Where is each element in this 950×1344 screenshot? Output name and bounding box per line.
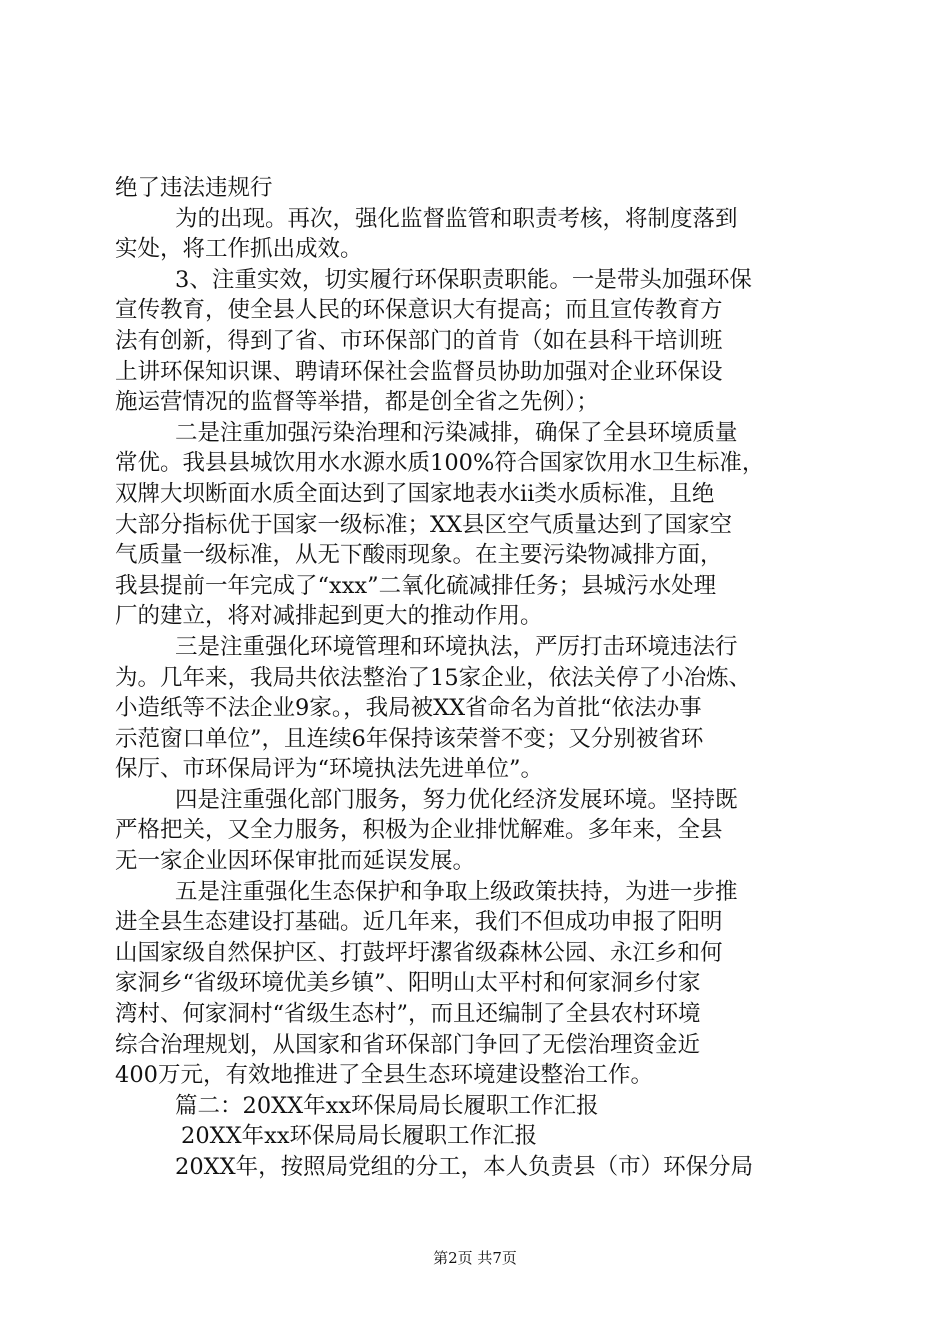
text-line: 二是注重加强污染治理和污染减排，确保了全县环境质量: [175, 419, 738, 446]
text-line: 五是注重强化生态保护和争取上级政策扶持，为进一步推: [175, 878, 738, 905]
text-line: 进全县生态建设打基础。近几年来，我们不但成功申报了阳明: [115, 909, 723, 936]
text-line: 三是注重强化环境管理和环境执法，严厉打击环境违法行: [175, 633, 738, 660]
text-line: 无一家企业因环保审批而延误发展。: [115, 848, 476, 875]
text-line: 四是注重强化部门服务，努力优化经济发展环境。坚持既: [175, 786, 738, 813]
page-number-footer: 第2页 共7页: [433, 1249, 517, 1267]
text-line: 为的出现。再次，强化监督监管和职责考核，将制度落到: [175, 205, 738, 232]
text-line: 小造纸等不法企业9家。，我局被XX省命名为首批“依法办事: [115, 695, 702, 722]
report-title: 20XX年xx环保局局长履职工作汇报: [181, 1123, 538, 1150]
text-line: 20XX年，按照局党组的分工，本人负责县（市）环保分局: [175, 1154, 754, 1180]
text-line: 实处，将工作抓出成效。: [115, 236, 363, 263]
text-line: 厂的建立，将对减排起到更大的推动作用。: [115, 603, 543, 630]
text-line: 示范窗口单位”，且连续6年保持该荣誉不变；又分别被省环: [115, 725, 704, 752]
text-line: 山国家级自然保护区、打鼓坪圩潔省级森林公园、永江乡和何: [115, 939, 723, 966]
text-line: 常优。我县县城饮用水水源水质100%符合国家饮用水卫生标准，: [115, 450, 765, 477]
section-heading: 篇二：20XX年xx环保局局长履职工作汇报: [175, 1092, 599, 1119]
text-line: 为。几年来，我局共依法整治了15家企业，依法关停了小冶炼、: [115, 664, 752, 691]
text-line: 家洞乡“省级环境优美乡镇”、阳明山太平村和何家洞乡付家: [115, 970, 701, 997]
text-line: 施运营情况的监督等举措，都是创全省之先例）；: [115, 389, 599, 416]
text-line: 400万元，有效地推进了全县生态环境建设整治工作。: [115, 1062, 653, 1089]
text-line: 法有创新，得到了省、市环保部门的首肯（如在县科干培训班: [115, 327, 723, 354]
text-line: 综合治理规划，从国家和省环保部门争回了无偿治理资金近: [115, 1031, 701, 1058]
text-line: 宣传教育，使全县人民的环保意识大有提高；而且宣传教育方: [115, 297, 723, 324]
text-line: 我县提前一年完成了“xxx”二氧化硫减排任务；县城污水处理: [115, 572, 717, 599]
text-line: 严格把关，又全力服务，积极为企业排忧解难。多年来，全县: [115, 817, 723, 844]
document-body: [115, 173, 835, 1183]
text-line: 绝了违法违规行: [115, 175, 273, 201]
text-line: 大部分指标优于国家一级标准；XX县区空气质量达到了国家空: [115, 511, 733, 538]
text-line: 保厅、市环保局评为“环境执法先进单位”。: [115, 756, 544, 783]
text-line: 上讲环保知识课、聘请环保社会监督员协助加强对企业环保设: [115, 358, 723, 385]
text-line: 气质量一级标准，从无下酸雨现象。在主要污染物减排方面，: [115, 542, 723, 569]
text-line: 湾村、何家洞村“省级生态村”，而且还编制了全县农村环境: [115, 1001, 701, 1028]
text-line: 3、注重实效，切实履行环保职责职能。一是带头加强环保: [175, 266, 752, 293]
text-line: 双牌大坝断面水质全面达到了国家地表水ii类水质标准，且绝: [115, 480, 715, 507]
